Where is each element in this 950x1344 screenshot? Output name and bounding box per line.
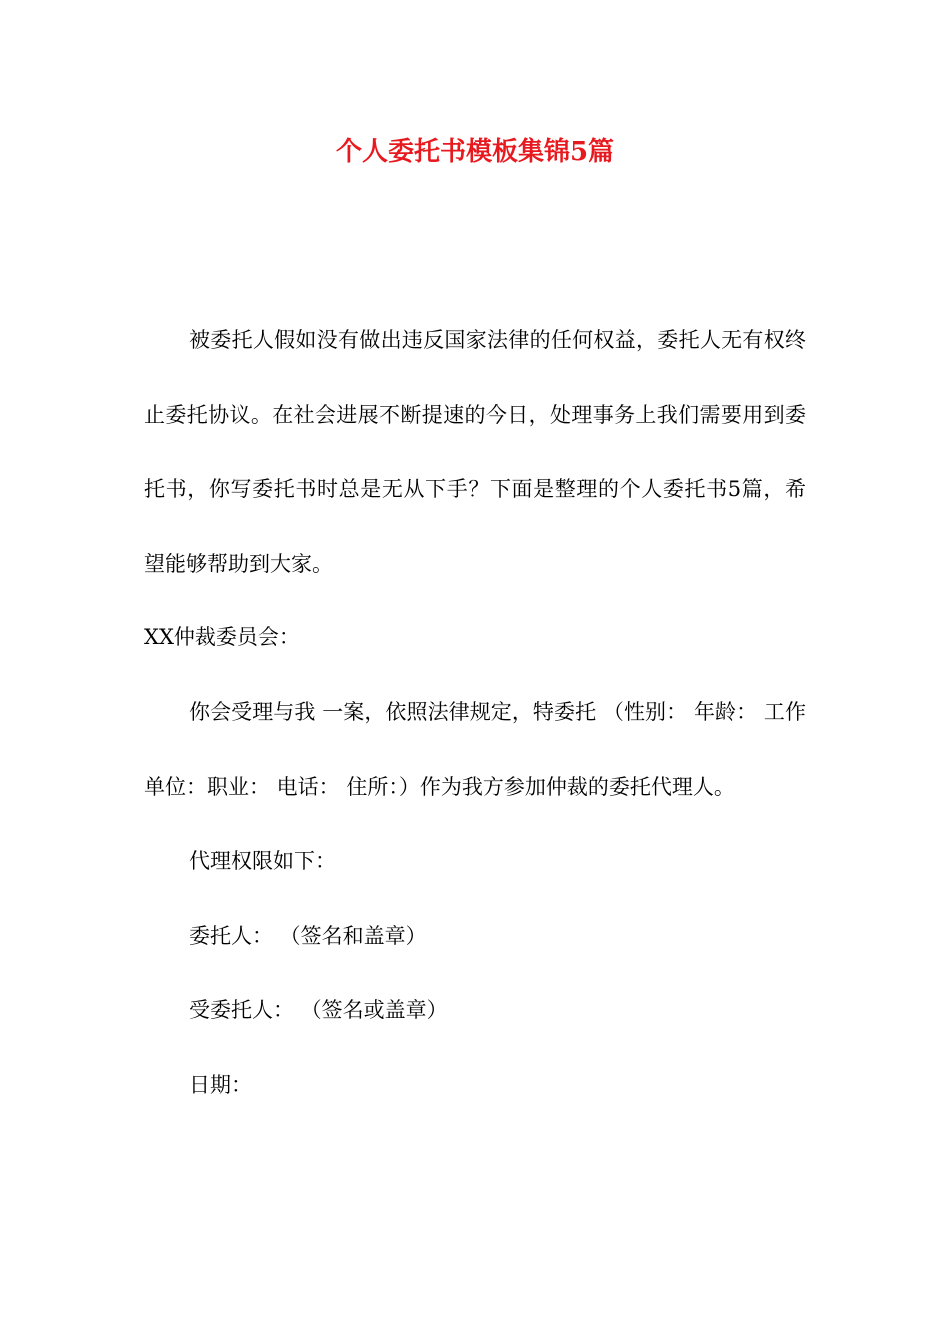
- intro-section: [144, 303, 806, 601]
- entrustment-paragraph: 你会受理与我 一案，依照法律规定，特委托 （性别： 年龄： 工作单位：职业： 电话： 住所：）作为我方参加仲裁的委托代理人。: [144, 700, 806, 799]
- addressee-section: [144, 600, 806, 675]
- date-line: 日期：: [189, 1072, 252, 1097]
- document-title: 个人委托书模板集锦5篇: [335, 137, 615, 167]
- intro-paragraph: 被委托人假如没有做出违反国家法律的任何权益，委托人无有权终止委托协议。在社会进展不断提速的今日，处理事务上我们需要用到委托书，你写委托书时总是无从下手？下面是整理的个人委托书5篇，希望能够帮助到大家。: [144, 328, 806, 576]
- authority-line: 代理权限如下：: [189, 849, 336, 873]
- letter-body: [144, 675, 806, 1122]
- addressee-line: XX仲裁委员会：: [144, 625, 300, 649]
- principal-signature-line: 委托人： （签名和盖章）: [189, 923, 427, 948]
- agent-signature-line: 受委托人： （签名或盖章）: [189, 998, 448, 1022]
